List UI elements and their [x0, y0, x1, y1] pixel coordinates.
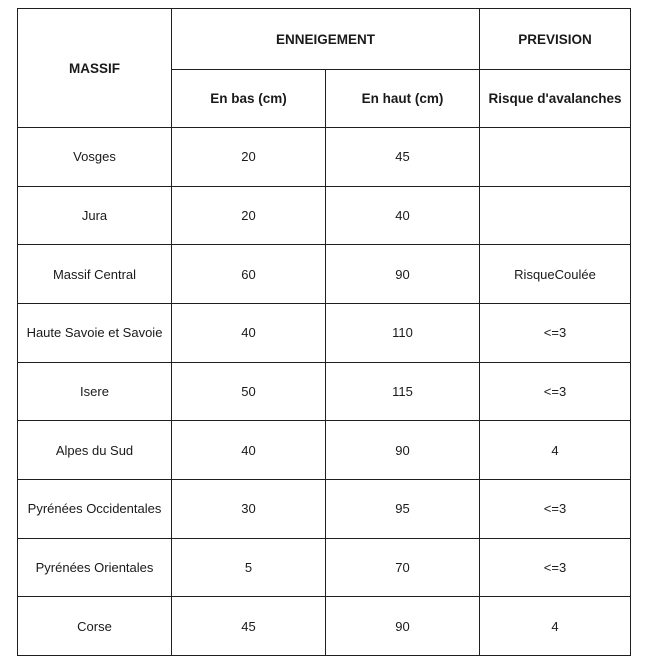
massif-cell: Vosges [18, 128, 172, 187]
table-row [18, 538, 631, 597]
table-row [18, 186, 631, 245]
massif-cell: Haute Savoie et Savoie [18, 303, 172, 362]
massif-cell: Jura [18, 186, 172, 245]
massif-cell: Massif Central [18, 245, 172, 304]
en-haut-cell: 115 [326, 362, 480, 421]
en-bas-cell: 20 [172, 128, 326, 187]
risque-cell: 4 [480, 421, 631, 480]
en-bas-cell: 30 [172, 479, 326, 538]
en-bas-cell: 20 [172, 186, 326, 245]
snow-conditions-table [17, 8, 631, 656]
risque-cell: <=3 [480, 479, 631, 538]
header-massif: MASSIF [18, 9, 172, 128]
risque-cell [480, 186, 631, 245]
en-haut-cell: 90 [326, 597, 480, 656]
en-haut-cell: 40 [326, 186, 480, 245]
table-row [18, 128, 631, 187]
massif-cell: Corse [18, 597, 172, 656]
en-haut-cell: 95 [326, 479, 480, 538]
massif-cell: Alpes du Sud [18, 421, 172, 480]
table-row [18, 479, 631, 538]
en-bas-cell: 45 [172, 597, 326, 656]
en-haut-cell: 90 [326, 245, 480, 304]
risque-cell: <=3 [480, 538, 631, 597]
en-haut-cell: 45 [326, 128, 480, 187]
table-row [18, 597, 631, 656]
en-bas-cell: 60 [172, 245, 326, 304]
risque-cell: <=3 [480, 303, 631, 362]
risque-cell: RisqueCoulée [480, 245, 631, 304]
header-prevision: PREVISION [480, 9, 631, 70]
header-en-haut: En haut (cm) [326, 70, 480, 128]
table-row [18, 303, 631, 362]
risque-cell: <=3 [480, 362, 631, 421]
risque-cell: 4 [480, 597, 631, 656]
table-row [18, 245, 631, 304]
en-haut-cell: 90 [326, 421, 480, 480]
en-bas-cell: 5 [172, 538, 326, 597]
en-bas-cell: 50 [172, 362, 326, 421]
risque-cell [480, 128, 631, 187]
massif-cell: Isere [18, 362, 172, 421]
table-header-row-1 [18, 9, 631, 70]
table-row [18, 362, 631, 421]
header-enneigement: ENNEIGEMENT [172, 9, 480, 70]
en-haut-cell: 70 [326, 538, 480, 597]
massif-cell: Pyrénées Orientales [18, 538, 172, 597]
en-bas-cell: 40 [172, 303, 326, 362]
table-row [18, 421, 631, 480]
massif-cell: Pyrénées Occidentales [18, 479, 172, 538]
en-haut-cell: 110 [326, 303, 480, 362]
header-en-bas: En bas (cm) [172, 70, 326, 128]
header-risque-avalanches: Risque d'avalanches [480, 70, 631, 128]
en-bas-cell: 40 [172, 421, 326, 480]
